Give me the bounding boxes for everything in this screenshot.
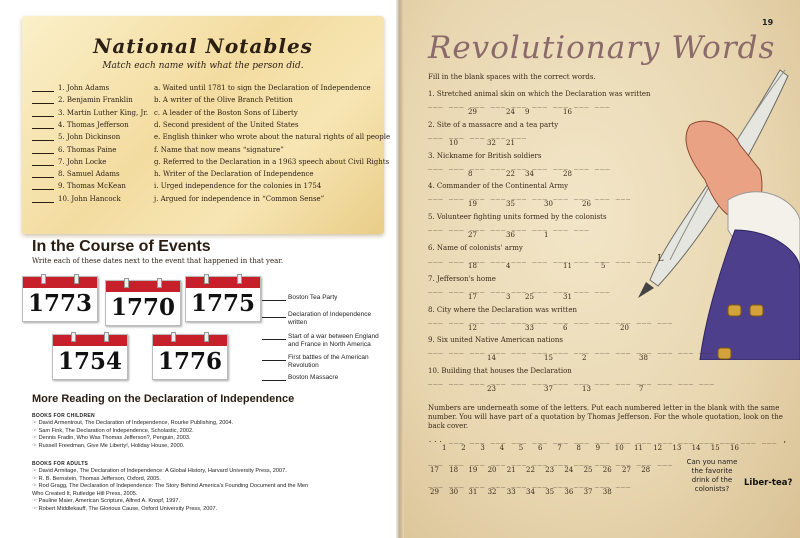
letter-number: 20	[620, 323, 629, 332]
letter-number: 7	[639, 385, 644, 394]
letter-number: 34	[525, 169, 534, 178]
notable-description: i. Urged independence for the colonies in 1754	[154, 182, 322, 191]
answer-blanks[interactable]: ___ ___ ___ ___ ___ ___ ___ ___ ___	[428, 284, 611, 293]
answer-blanks[interactable]: ___ ___ ___ ___ ___ ___ ___ ___ ___ ___ ___ ___	[428, 315, 674, 324]
calendar-1776: 1776	[152, 334, 228, 380]
answer-blanks[interactable]: ___ ___ ___ ___ ___ ___ ___ ___ ___ ___	[428, 192, 632, 201]
quote-number: 37	[583, 488, 593, 496]
quote-number: 32	[487, 488, 497, 496]
letter-numbers	[428, 108, 688, 118]
letter-numbers	[428, 262, 688, 272]
letter-number: 2	[582, 354, 587, 363]
quote-number: 12	[653, 444, 663, 452]
quote-number: 5	[518, 444, 524, 452]
quote-blanks-row-3: ___ ___ ___ ___ ___ ___ ___ ___ ___ ___	[428, 480, 632, 488]
calendar-1770: 1770	[105, 280, 181, 326]
letter-number: 5	[601, 262, 606, 270]
quote-number: 15	[710, 444, 720, 452]
notable-description: c. A leader of the Boston Sons of Liberty	[154, 108, 298, 117]
quote-number: 18	[449, 466, 459, 474]
letter-numbers	[428, 200, 688, 210]
book-entry: ☞ David Armitage, The Declaration of Independence: A Global History, Harvard University Press, 2007.	[32, 468, 287, 474]
book-entry: ☞ Russell Freedman, Give Me Liberty!, Holiday House, 2000.	[32, 442, 185, 449]
answer-blanks[interactable]: ___ ___ ___ ___ ___ ___ ___ ___ ___ ___ ___ L	[428, 254, 665, 264]
quote-number: 7	[557, 444, 562, 452]
answer-blank[interactable]	[32, 165, 54, 166]
match-row	[32, 157, 390, 170]
letter-number: 29	[468, 108, 477, 116]
letter-number: 28	[563, 169, 572, 178]
notable-description: d. Second president of the United States	[154, 120, 299, 129]
quote-number: 24	[564, 466, 574, 474]
letter-number: 17	[468, 292, 477, 301]
letter-number: 8	[468, 169, 473, 178]
notable-name: 2. Benjamin Franklin	[58, 96, 133, 105]
quote-number: 3	[480, 444, 485, 452]
letter-numbers	[428, 354, 688, 364]
letter-number: 11	[563, 262, 572, 270]
notable-name: 3. Martin Luther King, Jr.	[58, 108, 149, 117]
letter-numbers	[428, 324, 688, 334]
match-row	[32, 96, 293, 108]
book-entry: ☞ Sam Fink, The Declaration of Independence, Scholastic, 2002.	[32, 427, 194, 434]
letter-number: 19	[468, 200, 477, 209]
match-row	[32, 182, 322, 194]
quote-number: 6	[538, 444, 543, 452]
match-row	[32, 145, 284, 158]
quote-number: 17	[430, 466, 439, 474]
notable-description: g. Referred to the Declaration in a 1963 speech about Civil Rights	[154, 157, 390, 166]
notable-description: b. A writer of the Olive Branch Petition	[154, 96, 293, 105]
letter-number: 36	[506, 231, 515, 240]
question-text: 9. Six united Native American nations	[428, 336, 563, 345]
quote-number: 26	[602, 466, 612, 474]
answer-blank[interactable]	[32, 153, 54, 154]
national-notables-title: National Notables	[93, 34, 313, 58]
answer-blank[interactable]	[32, 116, 54, 117]
question-text: 5. Volunteer fighting units formed by the colonists	[428, 213, 607, 222]
drink-question: Can you name the favorite drink of the colonists?	[686, 458, 738, 493]
quote-number: 8	[576, 444, 581, 452]
book-entry: ☞ Robert Middlekauff, The Glorious Cause, Oxford University Press, 2007.	[32, 505, 218, 512]
book-entry: ☞ R. B. Bernstein, Thomas Jefferson, Oxford, 2005.	[32, 475, 161, 482]
calendar-1773: 1773	[22, 276, 98, 322]
answer-blank[interactable]	[32, 189, 54, 190]
letter-numbers	[428, 231, 688, 241]
answer-blanks[interactable]: ___ ___ ___ ___ ___ ___ ___ ___ ___ ___ ___ ___ ___ ___	[428, 377, 715, 386]
quote-number: 28	[641, 466, 651, 474]
book-entry: ☞ Rod Gragg, The Declaration of Independence: The Story Behind America's Founding Document and the Men	[32, 483, 309, 489]
letter-number: 1	[544, 231, 549, 240]
letter-number: 27	[468, 231, 477, 240]
event-item: Boston Massacre	[262, 374, 382, 384]
letter-number: 37	[544, 385, 553, 394]
quote-number: 30	[449, 488, 459, 496]
quote-number: 9	[595, 444, 601, 452]
page-number-right: 19	[762, 18, 774, 27]
quote-number: 27	[622, 466, 631, 474]
letter-number: 21	[506, 138, 515, 147]
letter-number: 38	[639, 354, 648, 363]
answer-blanks[interactable]: ___ ___ ___ ___ ___ ___ ___ ___	[428, 223, 590, 232]
quote-number: 34	[526, 488, 535, 496]
letter-number: 13	[582, 385, 591, 394]
quote-number: 10	[614, 444, 624, 452]
question-text: 8. City where the Declaration was written	[428, 305, 577, 314]
puzzle-intro: Fill in the blank spaces with the correct words.	[428, 73, 596, 81]
letter-numbers	[428, 385, 688, 395]
letter-number: 22	[506, 169, 515, 178]
quote-number: 1	[442, 444, 447, 452]
letter-number: 33	[525, 323, 534, 332]
question-text: 4. Commander of the Continental Army	[428, 182, 569, 191]
letter-number: 35	[506, 200, 515, 209]
calendar-1775: 1775	[185, 276, 261, 322]
quote-number: 22	[526, 466, 535, 474]
letter-number: 4	[506, 262, 511, 270]
letter-number: 9	[525, 108, 530, 116]
letter-number: 31	[563, 292, 572, 301]
question-text: 10. Building that houses the Declaration	[428, 367, 572, 376]
answer-blanks[interactable]: ___ ___ ___ ___ ___ ___ ___ ___ ___	[428, 161, 611, 170]
quote-number: 19	[468, 466, 478, 474]
question-text: 7. Jefferson's home	[428, 274, 496, 283]
national-notables-subtitle: Match each name with what the person did.	[102, 61, 304, 71]
quote-number: 23	[545, 466, 555, 474]
question-text: 6. Name of colonists' army	[428, 244, 523, 252]
answer-blank[interactable]	[32, 103, 54, 104]
notable-description: e. English thinker who wrote about the natural rights of all people	[154, 133, 391, 142]
notable-name: 8. Samuel Adams	[58, 170, 120, 179]
quote-number: 38	[602, 488, 612, 496]
book-entry: Who Created It, Rutledge Hill Press, 2005.	[32, 490, 138, 497]
answer-blank[interactable]	[32, 177, 54, 178]
adult-books-heading: BOOKS FOR ADULTS	[32, 461, 89, 467]
letter-number: 15	[544, 354, 553, 363]
course-of-events-subtitle: Write each of these dates next to the event that happened in that year.	[32, 257, 284, 265]
letter-numbers	[428, 139, 688, 149]
quote-number: 31	[468, 488, 478, 496]
letter-number: 18	[468, 262, 477, 270]
letter-numbers	[428, 293, 688, 303]
notable-description: a. Waited until 1781 to sign the Declaration of Independence	[154, 84, 371, 92]
quote-number: 4	[499, 444, 505, 452]
notable-description: h. Writer of the Declaration of Independence	[154, 170, 314, 179]
answer-blanks[interactable]: ___ ___ ___ ___ ___ ___ ___ ___ ___	[428, 100, 611, 108]
quote-number: 25	[583, 466, 593, 474]
quotation-instructions: Numbers are underneath some of the letters. Put each numbered letter in the blank with the same number. You will have part of a quotation by Thomas Jefferson. For the whole quotation, look on the back cover.	[428, 404, 783, 430]
quote-number: 13	[672, 444, 682, 452]
answer-blank[interactable]	[32, 128, 54, 129]
quill-hand-illustration	[610, 30, 800, 363]
drink-answer: Liber-tea?	[744, 478, 793, 488]
book-entry: ☞ Dennis Fradin, Who Was Thomas Jefferson?, Penguin, 2003.	[32, 435, 191, 441]
letter-number: 25	[525, 292, 534, 301]
notable-name: 4. Thomas Jefferson	[58, 120, 129, 129]
event-item: Start of a war between England and France in North America	[262, 333, 382, 351]
letter-number: 16	[563, 108, 572, 116]
quote-number: 21	[506, 466, 516, 474]
answer-blank[interactable]	[32, 202, 54, 203]
right-page	[400, 0, 800, 538]
quote-blanks-row-1: ... ___ ___ ___ ___ ___ ___ ___ ___ ___ ___ ___ ___ ___ ___ ___ ___ ,	[428, 436, 788, 444]
question-text: 2. Site of a massacre and a tea party	[428, 120, 559, 129]
letter-number: 14	[487, 354, 496, 363]
answer-blanks[interactable]: ___ ___ ___ ___ ___ ___ ___ ___ ___ ___ ___ ___ ___ ___	[428, 346, 715, 355]
notable-name: 1. John Adams	[58, 84, 110, 92]
quote-number: 33	[506, 488, 516, 496]
quote-number: 35	[545, 488, 555, 496]
match-row	[32, 84, 371, 96]
calendar-1754: 1754	[52, 334, 128, 380]
answer-blank[interactable]	[32, 91, 54, 92]
match-row	[32, 170, 314, 182]
event-item: Boston Tea Party	[262, 294, 382, 304]
notable-name: 5. John Dickinson	[58, 133, 121, 142]
course-of-events-title: In the Course of Events	[32, 238, 211, 255]
notable-name: 6. Thomas Paine	[58, 145, 117, 154]
answer-blank[interactable]	[32, 140, 54, 141]
letter-number: 30	[544, 200, 553, 209]
letter-number: 23	[487, 385, 496, 394]
quote-number: 29	[430, 488, 439, 496]
match-row	[32, 194, 325, 207]
notable-name: 9. Thomas McKean	[58, 182, 126, 191]
quote-number: 20	[487, 466, 497, 474]
revolutionary-words-title: Revolutionary Words	[428, 30, 776, 66]
notable-description: j. Argued for independence in “Common Sense”	[154, 194, 325, 203]
notable-description: f. Name that now means “signature”	[154, 145, 284, 154]
letter-number: 32	[487, 138, 496, 147]
match-row	[32, 108, 298, 121]
notable-name: 7. John Locke	[58, 157, 107, 166]
book-entry: ☞ David Armentrout, The Declaration of Independence, Rourke Publishing, 2004.	[32, 420, 234, 426]
letter-number: 24	[506, 108, 515, 116]
quote-number: 16	[730, 444, 739, 452]
question-text: 1. Stretched animal skin on which the Declaration was written	[428, 90, 651, 98]
event-item: First battles of the American Revolution	[262, 354, 382, 372]
given-letter: L	[657, 254, 665, 264]
quote-number: 11	[634, 444, 643, 452]
letter-number: 3	[506, 292, 511, 301]
letter-number: 10	[449, 138, 458, 147]
children-books-heading: BOOKS FOR CHILDREN	[32, 413, 95, 419]
letter-number: 26	[582, 200, 591, 209]
question-text: 3. Nickname for British soldiers	[428, 151, 542, 160]
match-row	[32, 120, 299, 133]
match-row	[32, 133, 391, 145]
quote-numbers-row-1	[428, 444, 739, 454]
national-notables-parchment	[22, 16, 391, 234]
book-entry: ☞ Pauline Maier, American Scripture, Alfred A. Knopf, 1997.	[32, 498, 181, 504]
left-page	[0, 0, 398, 538]
letter-numbers	[428, 170, 688, 180]
letter-number: 12	[468, 323, 477, 332]
event-item: Declaration of Independence written	[262, 311, 382, 329]
more-reading-title: More Reading on the Declaration of Independence	[32, 393, 295, 405]
quote-number: 14	[691, 444, 701, 452]
page-gutter	[396, 0, 404, 538]
quote-number: 2	[461, 444, 466, 452]
quote-number: 36	[564, 488, 574, 496]
answer-blanks[interactable]: ___ ___ ___ ___ ___	[428, 130, 528, 139]
notable-name: 10. John Hancock	[58, 194, 121, 203]
letter-number: 6	[563, 323, 568, 332]
quote-blanks-row-2: ___ ___ ___ ___ ___ ___ ___ ___ ___ ___ ___ ___	[428, 458, 674, 466]
